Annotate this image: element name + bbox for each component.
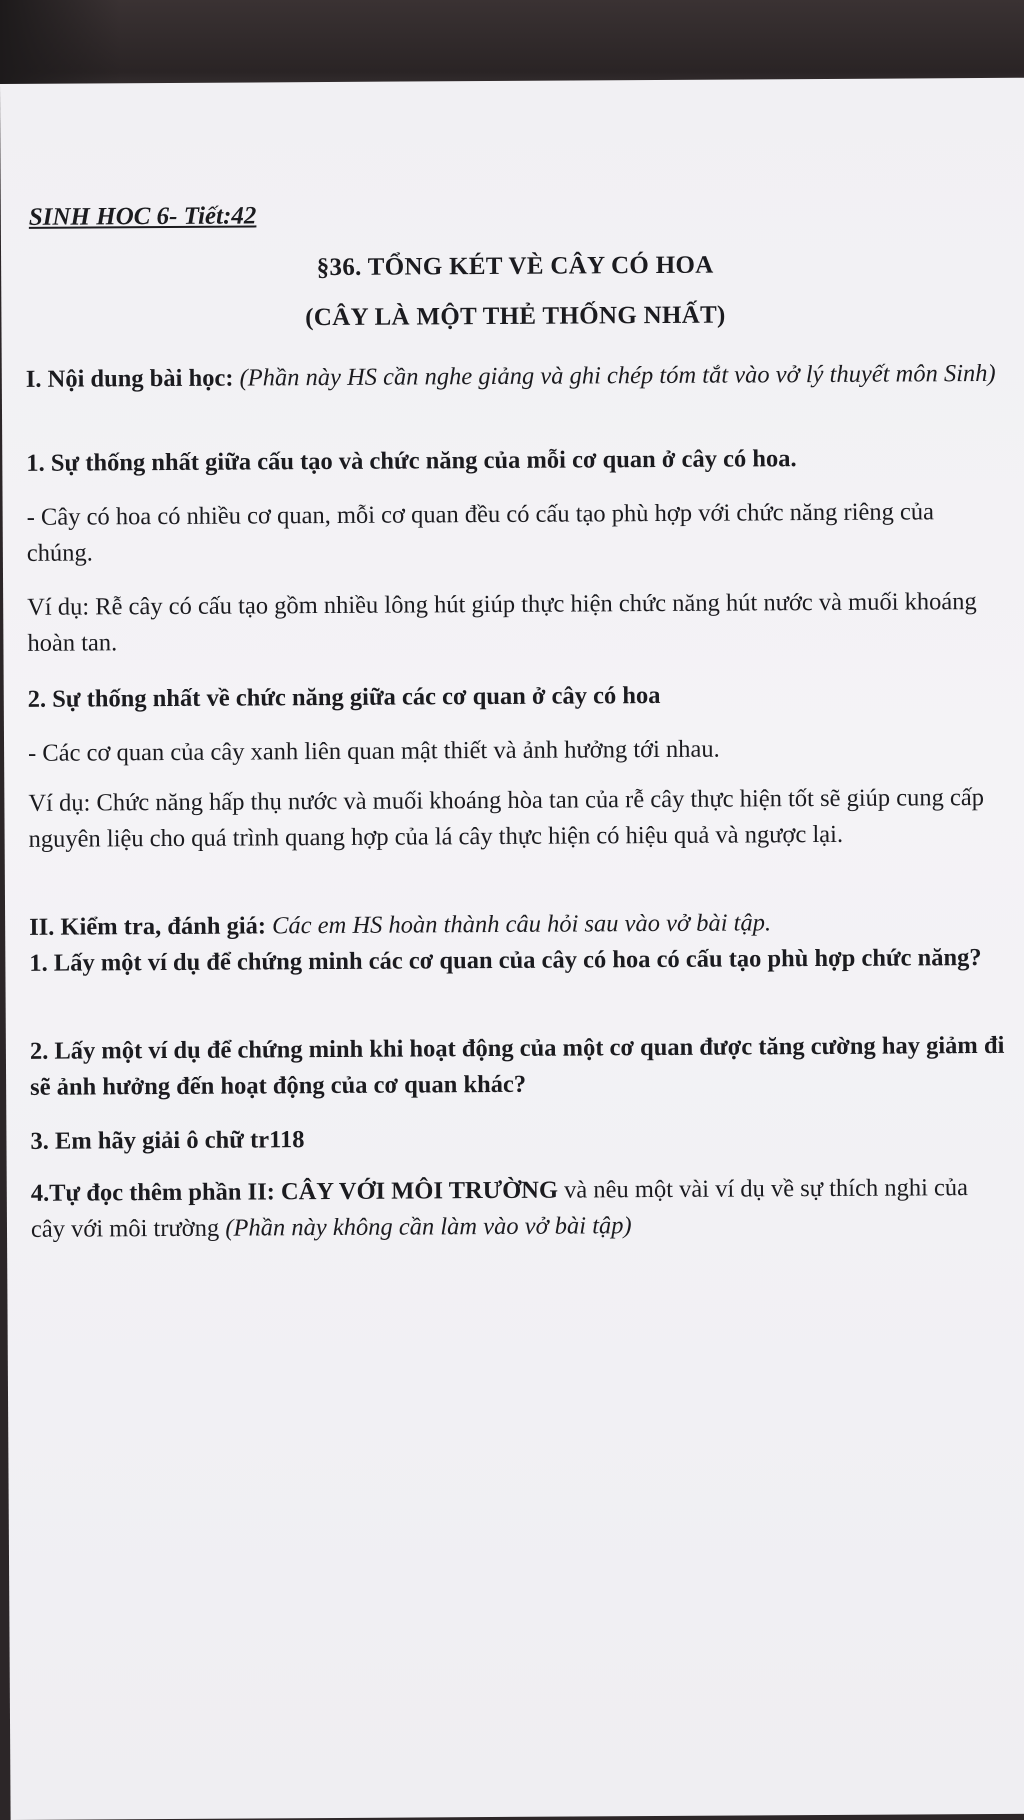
- item2-point: - Các cơ quan của cây xanh liên quan mật thiết và ảnh hưởng tới nhau.: [28, 735, 720, 767]
- subject-header: SINH HOC 6- Tiết:42: [28, 202, 257, 231]
- lesson-title: §36. TỔNG KÉT VÈ CÂY CÓ HOA: [316, 251, 714, 282]
- question-4-note: (Phần này không cần làm vào vở bài tập): [225, 1212, 632, 1242]
- paper-sheet: [0, 78, 1024, 1820]
- question-2: 2. Lấy một ví dụ để chứng minh khi hoạt động của một cơ quan được tăng cường hay giảm đi sẽ ảnh hưởng đến hoạt động của cơ quan khác?: [29, 1031, 1005, 1101]
- question-4: [31, 1170, 1006, 1248]
- question-4-topic: CÂY VỚI MÔI TRƯỜNG: [280, 1176, 559, 1206]
- lesson-subtitle: (CÂY LÀ MỘT THẺ THỐNG NHẤT): [305, 301, 726, 332]
- item1-example: Ví dụ: Rễ cây có cấu tạo gồm nhiều lông hút giúp thực hiện chức năng hút nước và muối khoáng hoàn tan.: [27, 588, 977, 657]
- section1-paragraph: [26, 356, 1001, 398]
- document-body: [25, 198, 1005, 1243]
- item2-example: Ví dụ: Chức năng hấp thụ nước và muối khoáng hòa tan của rễ cây thực hiện tốt sẽ giúp cung cấp nguyên liệu cho quá trình quang hợp của lá cây thực hiện có hiệu quả và ngược lại.: [28, 784, 985, 853]
- item1-point: - Cây có hoa có nhiều cơ quan, mỗi cơ quan đều có cấu tạo phù hợp với chức năng riêng của chúng.: [26, 498, 935, 567]
- item2-heading: 2. Sự thống nhất về chức năng giữa các cơ quan ở cây có hoa: [27, 681, 661, 713]
- question-1: 1. Lấy một ví dụ để chứng minh các cơ quan của cây có hoa có cấu tạo phù hợp chức năng?: [29, 944, 982, 977]
- section2-paragraph: [29, 904, 1004, 946]
- section1-note: (Phần này HS cần nghe giảng và ghi chép tóm tắt vào vở lý thuyết môn Sinh): [239, 359, 996, 392]
- question-3: 3. Em hãy giải ô chữ tr118: [30, 1126, 305, 1155]
- item1-heading: 1. Sự thống nhất giữa cấu tạo và chức năng của mỗi cơ quan ở cây có hoa.: [26, 445, 797, 477]
- section2-heading: II. Kiểm tra, đánh giá:: [29, 912, 267, 941]
- question-4-text: và nêu một vài ví dụ về sự thích nghi của cây với môi trường: [30, 1174, 969, 1243]
- section1-heading: I. Nội dung bài học:: [25, 364, 234, 393]
- section2-note: Các em HS hoàn thành câu hỏi sau vào vở bài tập.: [272, 909, 772, 940]
- question-4-prefix: 4.Tự đọc thêm phần II:: [30, 1178, 275, 1207]
